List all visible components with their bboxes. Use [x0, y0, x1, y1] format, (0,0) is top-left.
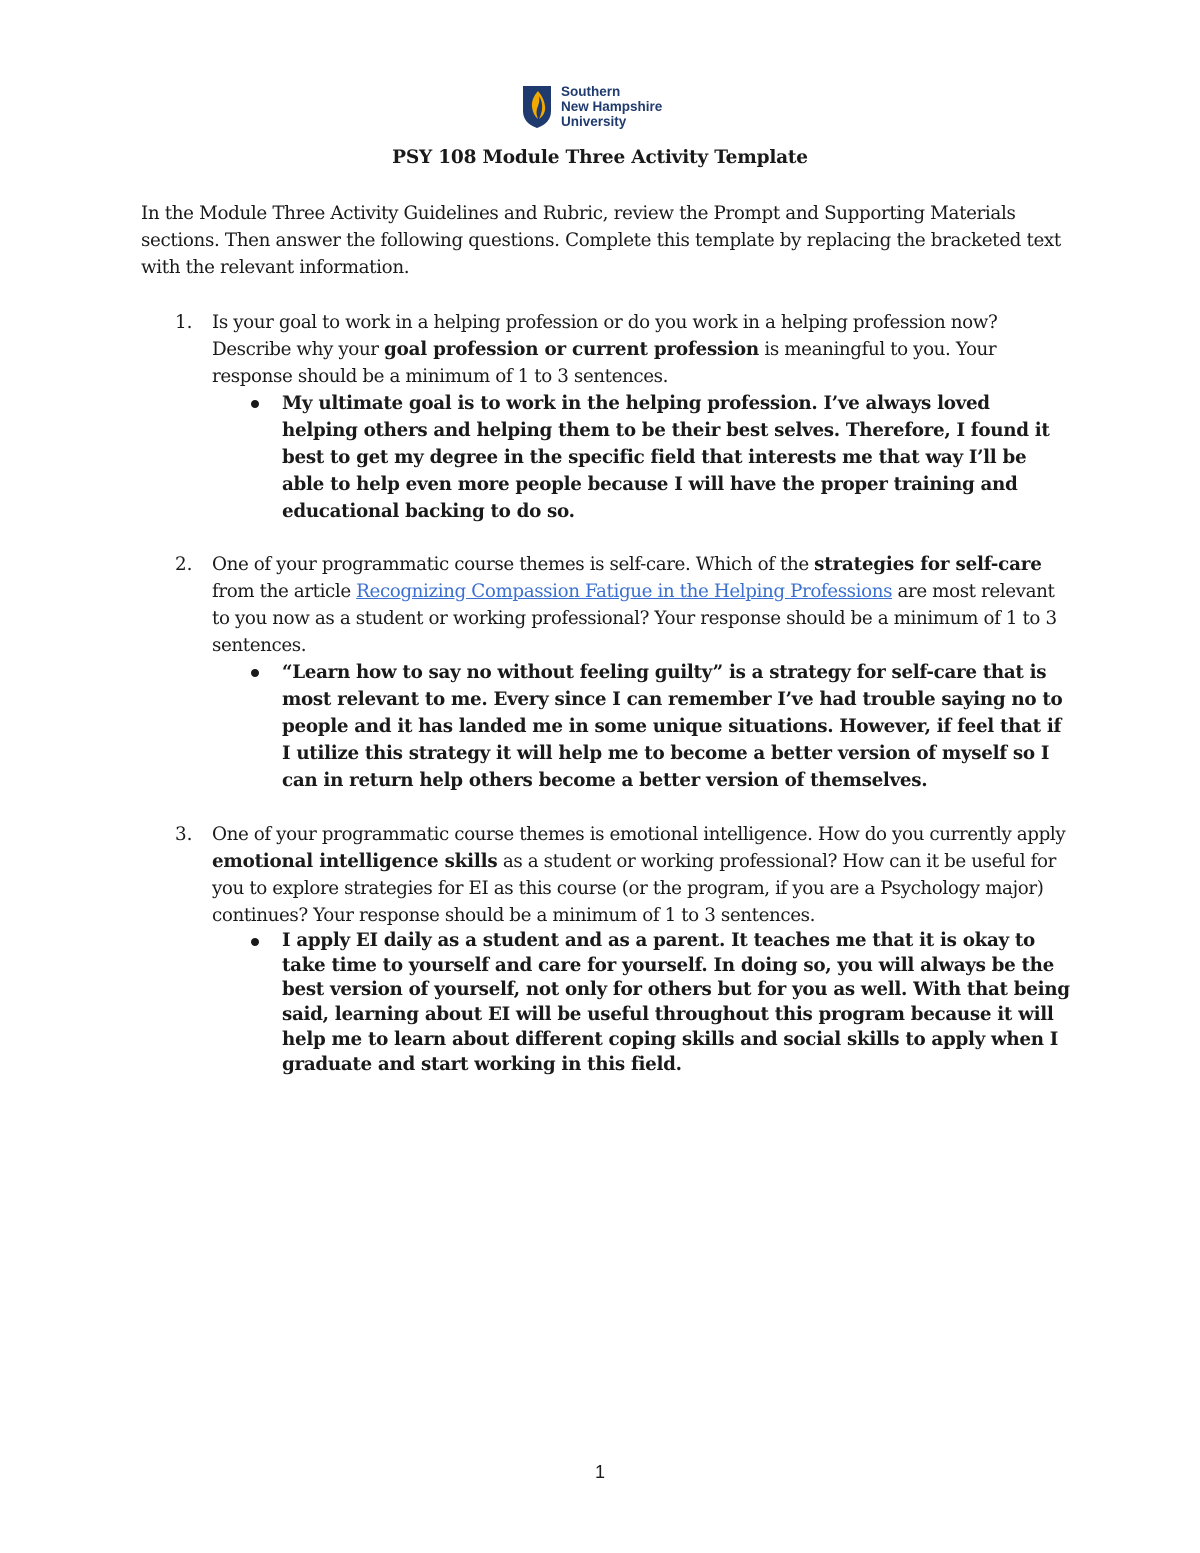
- question-text: [212, 821, 1071, 929]
- emphasis-text: emotional intelligence skills: [212, 851, 498, 872]
- question-text-run: from the article: [212, 581, 357, 602]
- page-number: 1: [594, 1462, 605, 1482]
- question-text-run: are most relevant to you now as a student or working professional? Your response should be a minimum of 1 to 3 sentences.: [212, 581, 1057, 656]
- logo-line-3: University: [561, 114, 627, 129]
- answer-content: I apply EI daily as a student and as a parent. It teaches me that it is okay to take time to yourself and care for yourself. In doing so, you will always be the best version of yourself, not only for others but for you as well. With that being said, learning about EI will be useful throughout this program because it will help me to learn about different coping skills and social skills to apply when I graduate and start working in this field.: [282, 930, 1070, 1075]
- emphasis-text: strategies for self-care: [814, 554, 1042, 575]
- question-2: [141, 551, 1071, 794]
- document-title: PSY 108 Module Three Activity Template: [392, 147, 808, 168]
- question-3: [141, 821, 1071, 1077]
- university-logo: [522, 84, 662, 129]
- answer-text: [282, 659, 1071, 794]
- answer-text: [282, 390, 1071, 525]
- question-number: 2.: [175, 554, 193, 575]
- bullet-icon: [251, 938, 259, 946]
- emphasis-text: goal profession or current profession: [384, 339, 759, 360]
- question-text-run: Is your goal to work in a helping profession or do you work in a helping profession now? Describe why your: [212, 312, 998, 360]
- answer-content: “Learn how to say no without feeling guilty” is a strategy for self-care that is most relevant to me. Every since I can remember I’ve had trouble saying no to people and it has landed me in some unique situations. However, if feel that if I utilize this strategy it will help me to become a better version of myself so I can in return help others become a better version of themselves.: [282, 662, 1063, 791]
- logo-line-1: Southern: [561, 84, 621, 99]
- logo-wordmark: [561, 84, 662, 129]
- question-text-run: is meaningful to you. Your response should be a minimum of 1 to 3 sentences.: [212, 339, 997, 387]
- logo-line-2: New Hampshire: [561, 99, 663, 114]
- article-link[interactable]: Recognizing Compassion Fatigue in the Helping Professions: [356, 581, 893, 602]
- question-number: 3.: [175, 824, 193, 845]
- question-1: [141, 309, 1071, 525]
- answer-content: My ultimate goal is to work in the helping profession. I’ve always loved helping others and helping them to be their best selves. Therefore, I found it best to get my degree in the specific field that interests me that way I’ll be able to help even more people because I will have the proper training and educational backing to do so.: [282, 393, 1050, 522]
- question-text-run: One of your programmatic course themes is self-care. Which of the: [212, 554, 815, 575]
- question-text: [212, 551, 1071, 659]
- flame-shield-icon: [522, 85, 552, 129]
- bullet-icon: [251, 669, 259, 677]
- question-number: 1.: [175, 312, 193, 333]
- question-text-run: as a student or working professional? How can it be useful for you to explore strategies for EI as this course (or the program, if you are a Psychology major) continues? Your response should be a minimum of 1 to 3 sentences.: [212, 851, 1056, 926]
- answer-text: [282, 929, 1071, 1077]
- question-text-run: One of your programmatic course themes is emotional intelligence. How do you currently apply: [212, 824, 1066, 845]
- question-text: [212, 309, 1071, 390]
- intro-paragraph: In the Module Three Activity Guidelines and Rubric, review the Prompt and Supporting Materials sections. Then answer the following questions. Complete this template by replacing the bracketed text with the relevant information.: [141, 203, 1061, 278]
- bullet-icon: [251, 400, 259, 408]
